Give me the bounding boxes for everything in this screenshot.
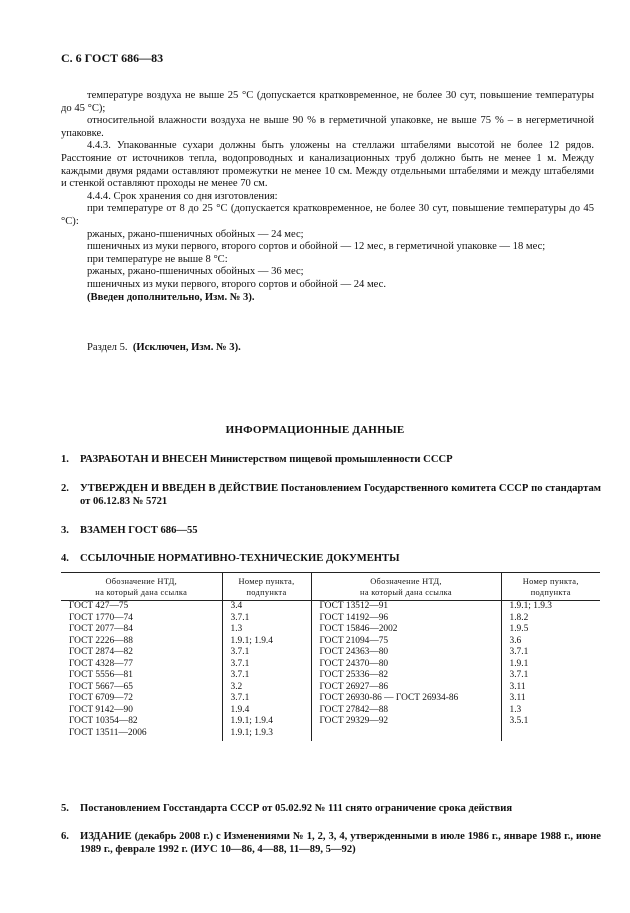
clause-number-cell: 1.9.1 — [501, 659, 600, 671]
item-heading: УТВЕРЖДЕН И ВВЕДЕН В ДЕЙСТВИЕ — [80, 483, 279, 494]
info-data-title: ИНФОРМАЦИОННЫЕ ДАННЫЕ — [225, 424, 405, 436]
paragraph: температуре воздуха не выше 25 °С (допускается кратковременное, не более 30 сут, повышение температуры до 45 °С); — [61, 90, 594, 114]
table-row — [61, 659, 600, 671]
paragraph: при температуре не выше 8 °С: — [87, 253, 228, 265]
ntd-designation-cell: ГОСТ 9142—90 — [69, 704, 133, 715]
item-text: (декабрь 2008 г.) с Изменениями № 1, 2, 3, 4, утвержденными в июле 1986 г., январе 1988 г., июне 1989 г., феврале 1992 г. (ИУС 10—86, 4—88, 11—89, 5—92) — [80, 831, 601, 855]
clause-number-cell: 1.9.5 — [501, 624, 600, 636]
clause-number-cell: 1.9.1; 1.9.4 — [222, 636, 311, 648]
header-clause-number — [222, 573, 311, 601]
ntd-designation-cell: ГОСТ 13511—2006 — [69, 727, 147, 738]
info-item-3 — [61, 525, 601, 538]
info-item-5 — [61, 803, 601, 816]
ntd-designation-cell: ГОСТ 29329—92 — [311, 716, 501, 728]
ntd-designation-cell: ГОСТ 2077—84 — [69, 624, 133, 634]
ntd-designation-cell: ГОСТ 5667—65 — [69, 681, 133, 692]
table-body — [61, 601, 600, 742]
ntd-designation-cell: ГОСТ 6709—72 — [69, 693, 133, 703]
header-clause-label: Номер пункта, подпункта — [238, 577, 295, 597]
amendment-note: (Введен дополнительно, Изм. № 3). — [87, 291, 255, 303]
ntd-designation-cell: ГОСТ 5556—81 — [69, 670, 133, 680]
table-row — [61, 670, 600, 682]
header-clause-label: Номер пункта, подпункта — [522, 577, 579, 597]
paragraph: 4.4.3. Упакованные сухари должны быть уложены на стеллажи штабелями высотой не более 12 рядов. Расстояние от источников тепла, водопроводных и канализационных труб должно быть не менее 1 м. Между каждыми двумя рядами оставляют промежутки не менее 10 см. Между отдельными штабелями и между штабелями и стенкой оставляют проходы не менее 70 см. — [61, 140, 594, 190]
ntd-designation-cell: ГОСТ 13512—91 — [311, 601, 501, 613]
table-row — [61, 601, 600, 613]
table-row — [61, 728, 600, 742]
header-ntd-designation — [61, 573, 222, 601]
clause-number-cell: 1.9.1; 1.9.3 — [222, 728, 311, 742]
ntd-designation-cell: ГОСТ 2226—88 — [69, 635, 133, 646]
table-row — [61, 636, 600, 648]
item-heading: ИЗДАНИЕ — [80, 831, 132, 842]
ntd-designation-cell: ГОСТ 427—75 — [69, 601, 129, 611]
clause-number-cell: 3.7.1 — [501, 647, 600, 659]
clause-number-cell: 3.7.1 — [222, 647, 311, 659]
section-5-label: Раздел 5. — [87, 342, 128, 353]
table-row — [61, 624, 600, 636]
clause-number-cell: 3.11 — [501, 693, 600, 705]
clause-number-cell — [501, 728, 600, 742]
clause-number-cell: 1.9.1; 1.9.3 — [501, 601, 600, 613]
paragraph: пшеничных из муки первого, второго сортов и обойной — 24 мес. — [87, 278, 386, 290]
section-5-status: (Исключен, Изм. № 3). — [132, 342, 241, 353]
ntd-designation-cell: ГОСТ 2874—82 — [69, 647, 133, 657]
item-heading: РАЗРАБОТАН И ВНЕСЕН — [80, 454, 208, 465]
ntd-designation-cell: ГОСТ 24363—80 — [311, 647, 501, 659]
info-item-1 — [61, 454, 601, 467]
table-row — [61, 682, 600, 694]
clause-number-cell: 3.7.1 — [222, 693, 311, 705]
ntd-designation-cell: ГОСТ 26927—86 — [311, 682, 501, 694]
item-number: 6. — [61, 831, 69, 842]
ntd-designation-cell: ГОСТ 25336—82 — [311, 670, 501, 682]
item-number: 3. — [61, 525, 69, 536]
item-heading: ВЗАМЕН ГОСТ 686—55 — [80, 525, 198, 536]
ntd-designation-cell: ГОСТ 15846—2002 — [311, 624, 501, 636]
ntd-designation-cell — [311, 728, 501, 742]
clause-number-cell: 1.8.2 — [501, 613, 600, 625]
item-number: 1. — [61, 454, 69, 465]
clause-number-cell: 3.7.1 — [222, 613, 311, 625]
paragraph: 4.4.4. Срок хранения со дня изготовления: — [87, 190, 278, 202]
ntd-designation-cell: ГОСТ 27842—88 — [311, 705, 501, 717]
item-text: Постановлением Государственного комитета СССР по стандартам от 06.12.83 № 5721 — [80, 483, 601, 507]
item-number: 2. — [61, 483, 69, 494]
item-text: Министерством пищевой промышленности СССР — [207, 454, 453, 465]
clause-number-cell: 3.4 — [222, 601, 311, 613]
page-header: С. 6 ГОСТ 686—83 — [61, 51, 164, 65]
table-row — [61, 613, 600, 625]
clause-number-cell: 1.9.4 — [222, 705, 311, 717]
info-item-4 — [61, 553, 601, 566]
ntd-designation-cell: ГОСТ 14192—96 — [311, 613, 501, 625]
clause-number-cell: 3.7.1 — [222, 670, 311, 682]
ntd-designation-cell: ГОСТ 4328—77 — [69, 658, 133, 669]
clause-number-cell: 3.2 — [222, 682, 311, 694]
clause-number-cell: 3.7.1 — [501, 670, 600, 682]
paragraph: при температуре от 8 до 25 °С (допускается кратковременное, не более 30 сут, повышение температуры до 45 °С): — [61, 203, 594, 227]
clause-number-cell: 1.3 — [222, 624, 311, 636]
table-row — [61, 705, 600, 717]
paragraph: ржаных, ржано-пшеничных обойных — 24 мес; — [87, 228, 304, 240]
ntd-designation-cell: ГОСТ 21094—75 — [311, 636, 501, 648]
item-heading: ССЫЛОЧНЫЕ НОРМАТИВНО-ТЕХНИЧЕСКИЕ ДОКУМЕНТЫ — [80, 553, 400, 564]
paragraph: относительной влажности воздуха не выше 90 % в герметичной упаковке, не выше 75 % – в негерметичной упаковке. — [61, 115, 594, 139]
clause-number-cell: 1.3 — [501, 705, 600, 717]
clause-number-cell: 3.6 — [501, 636, 600, 648]
ntd-designation-cell: ГОСТ 10354—82 — [69, 716, 138, 726]
storage-text — [61, 90, 594, 304]
item-number: 4. — [61, 553, 69, 564]
paragraph: ржаных, ржано-пшеничных обойных — 36 мес; — [87, 266, 304, 278]
reference-documents-table — [61, 572, 600, 741]
section-5-note — [87, 342, 241, 353]
info-item-6 — [61, 831, 601, 856]
ntd-designation-cell: ГОСТ 26930-86 — ГОСТ 26934-86 — [311, 693, 501, 705]
table-row — [61, 716, 600, 728]
clause-number-cell: 3.11 — [501, 682, 600, 694]
clause-number-cell: 1.9.1; 1.9.4 — [222, 716, 311, 728]
header-ntd-label: Обозначение НТД, на который дана ссылка — [360, 577, 452, 597]
paragraph: пшеничных из муки первого, второго сортов и обойной — 12 мес, в герметичной упаковке — 18 мес; — [87, 241, 546, 253]
info-item-2 — [61, 483, 601, 508]
table-header-row — [61, 573, 600, 601]
clause-number-cell: 3.5.1 — [501, 716, 600, 728]
header-clause-number — [501, 573, 600, 601]
clause-number-cell: 3.7.1 — [222, 659, 311, 671]
header-ntd-designation — [311, 573, 501, 601]
header-ntd-label: Обозначение НТД, на который дана ссылка — [95, 577, 188, 597]
item-number: 5. — [61, 803, 69, 814]
ntd-designation-cell: ГОСТ 24370—80 — [311, 659, 501, 671]
table-row — [61, 693, 600, 705]
item-text: Постановлением Госстандарта СССР от 05.02.92 № 111 снято ограничение срока действия — [80, 803, 513, 814]
table-row — [61, 647, 600, 659]
ntd-designation-cell: ГОСТ 1770—74 — [69, 612, 133, 623]
